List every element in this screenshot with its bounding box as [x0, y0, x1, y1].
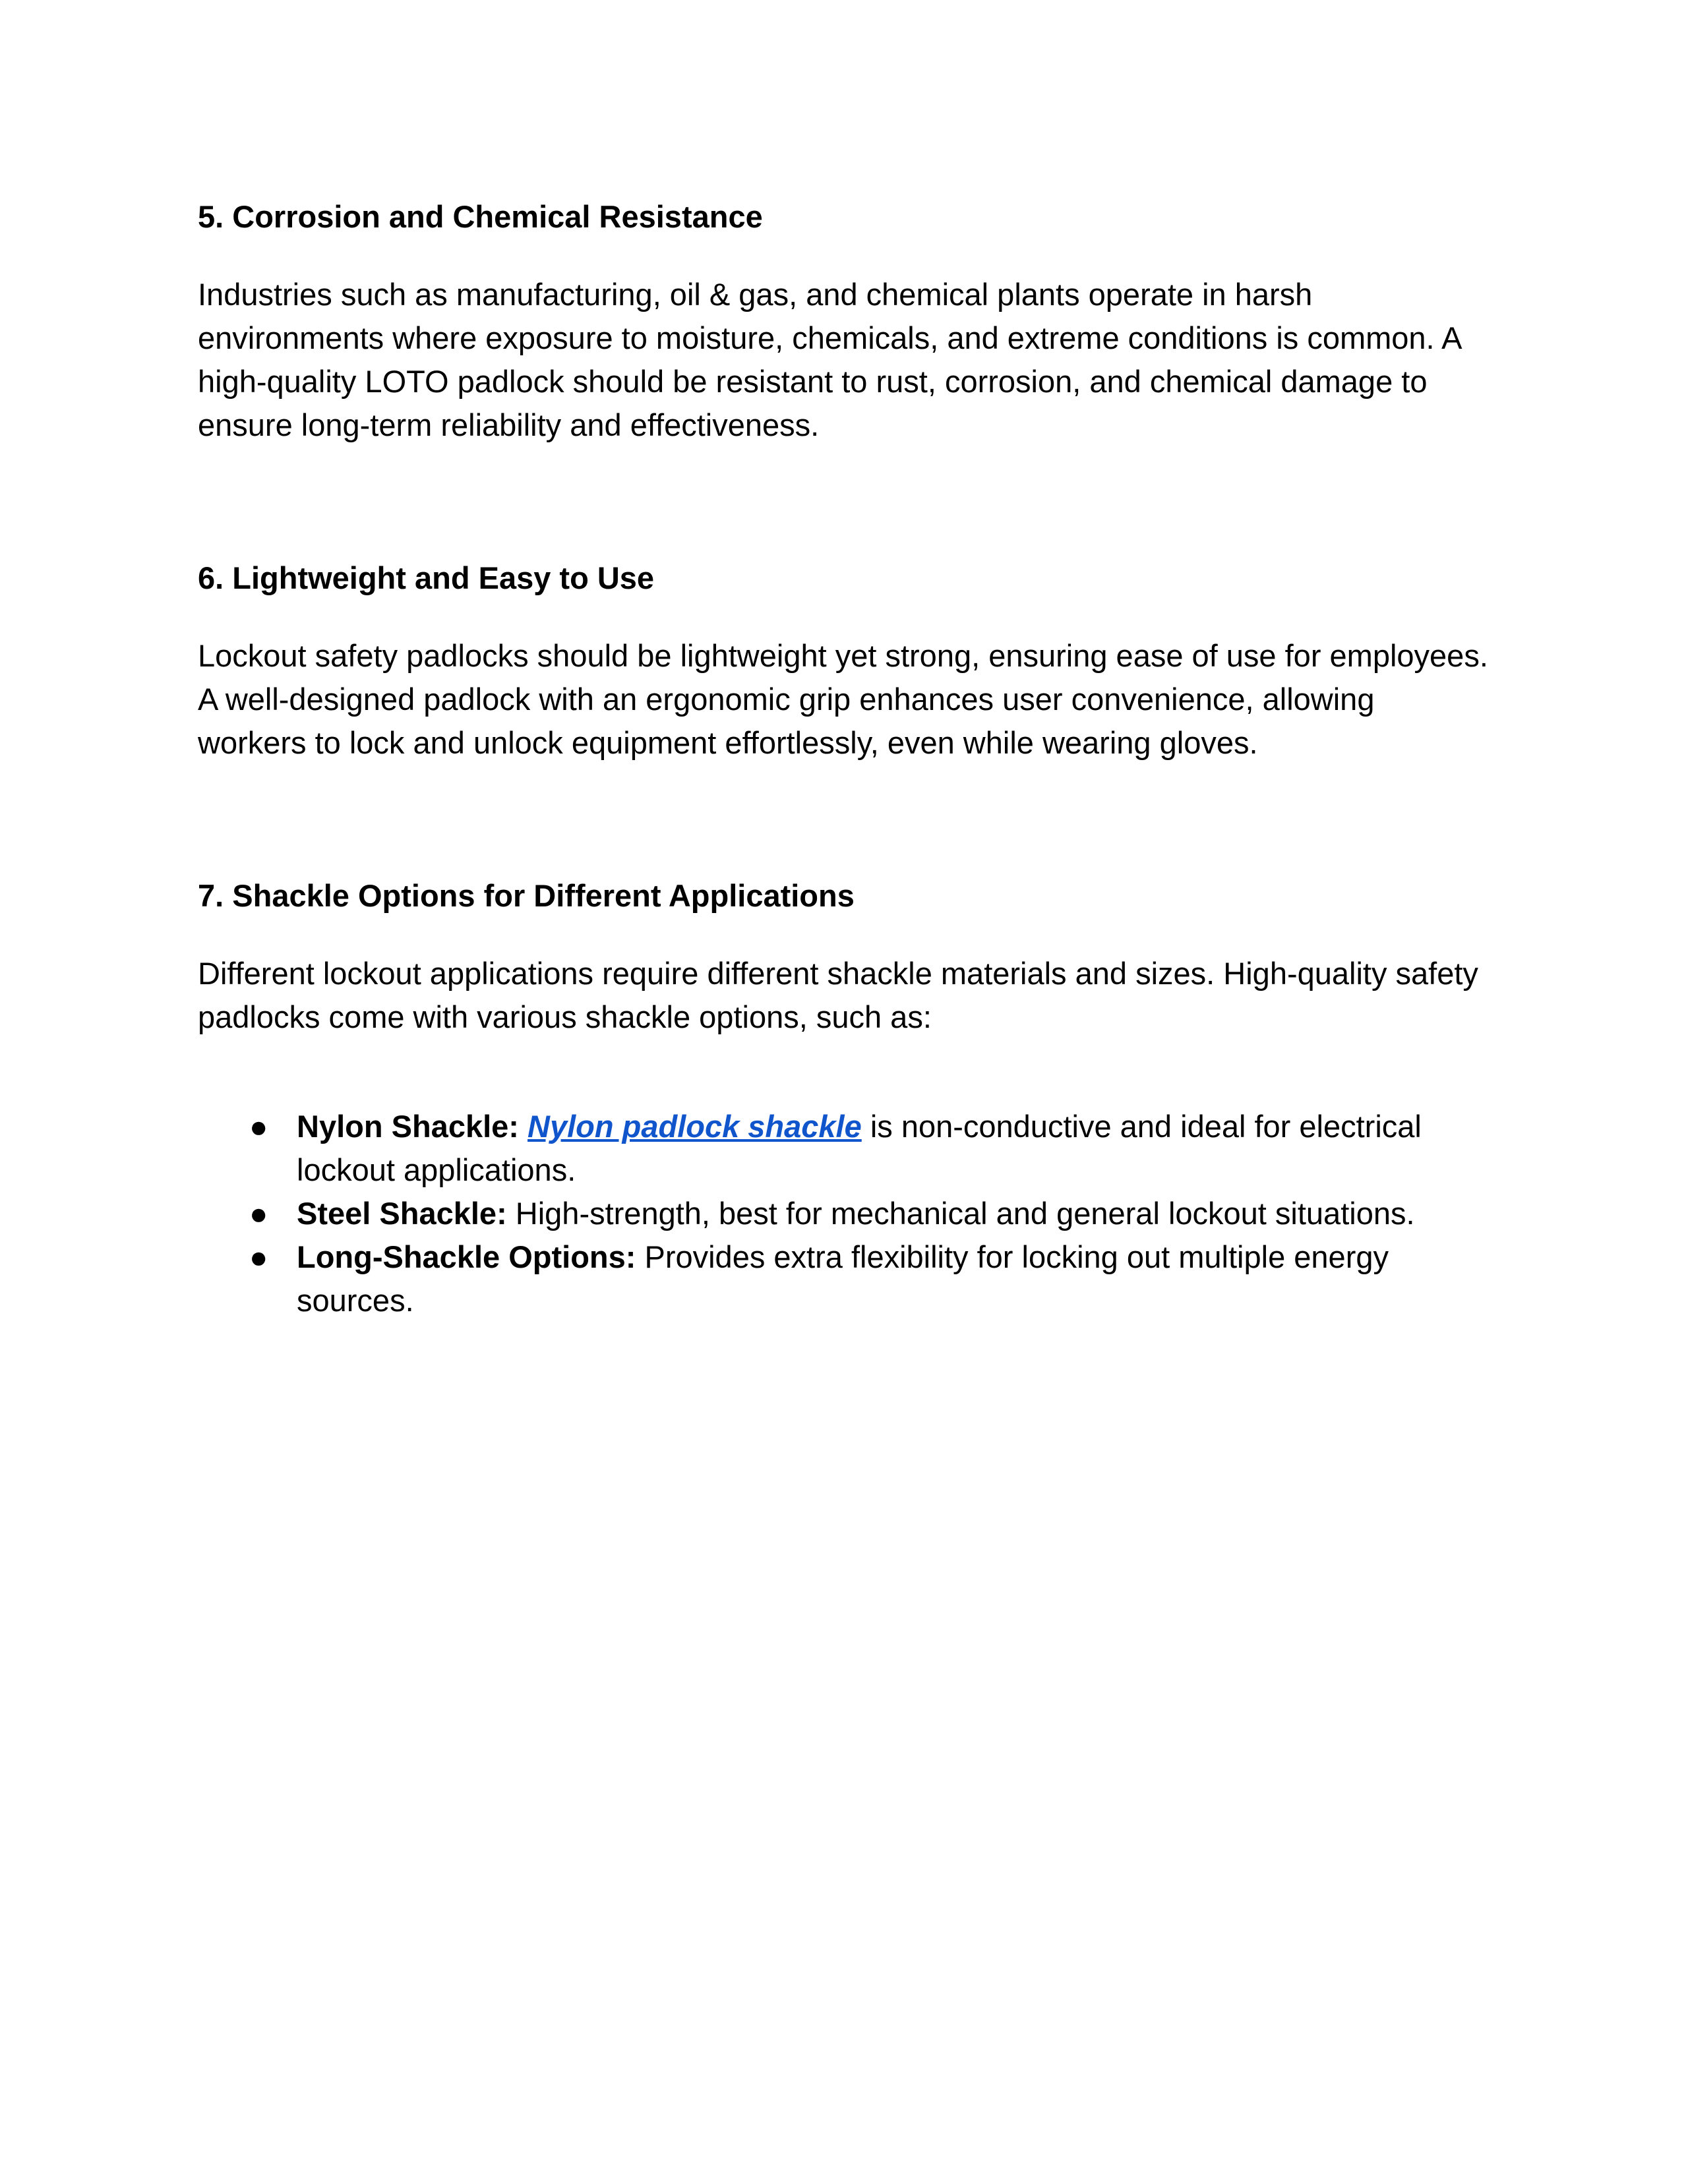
list-item-nylon-shackle: [198, 1105, 1490, 1192]
list-item-label: Steel Shackle:: [297, 1196, 507, 1231]
list-item-text: High-strength, best for mechanical and general lockout situations.: [506, 1196, 1415, 1231]
section-heading-lightweight: 6. Lightweight and Easy to Use: [198, 560, 655, 595]
shackle-options-list: [198, 1105, 1490, 1322]
nylon-padlock-shackle-link[interactable]: Nylon padlock shackle: [528, 1109, 862, 1144]
section-body-lightweight: Lockout safety padlocks should be lightweight yet strong, ensuring ease of use for employees. A well-designed padlock with an ergonomic grip enhances user convenience, allowing workers to lock and unlock equipment effortlessly, even while wearing gloves.: [198, 638, 1488, 760]
list-item-long-shackle: [198, 1235, 1490, 1322]
document-page: [198, 195, 1490, 1322]
list-item-label: Long-Shackle Options:: [297, 1239, 636, 1274]
list-item-steel-shackle: [198, 1192, 1490, 1235]
list-item-label: Nylon Shackle:: [297, 1109, 519, 1144]
bullet-icon: ●: [249, 1109, 268, 1144]
list-item-text: Provides extra flexibility for locking out multiple energy sources.: [297, 1239, 1389, 1318]
bullet-icon: ●: [249, 1239, 268, 1274]
section-body-shackle-options: Different lockout applications require different shackle materials and sizes. High-quality safety padlocks come with various shackle options, such as:: [198, 956, 1478, 1034]
bullet-icon: ●: [249, 1196, 268, 1231]
list-item-text: is non-conductive and ideal for electrical lockout applications.: [297, 1109, 1422, 1187]
section-heading-corrosion: 5. Corrosion and Chemical Resistance: [198, 199, 763, 234]
section-heading-shackle-options: 7. Shackle Options for Different Applications: [198, 878, 855, 913]
section-body-corrosion: Industries such as manufacturing, oil & gas, and chemical plants operate in harsh environments where exposure to moisture, chemicals, and extreme conditions is common. A high-quality LOTO padlock should be resistant to rust, corrosion, and chemical damage to ensure long-term reliability and effectiveness.: [198, 277, 1461, 442]
